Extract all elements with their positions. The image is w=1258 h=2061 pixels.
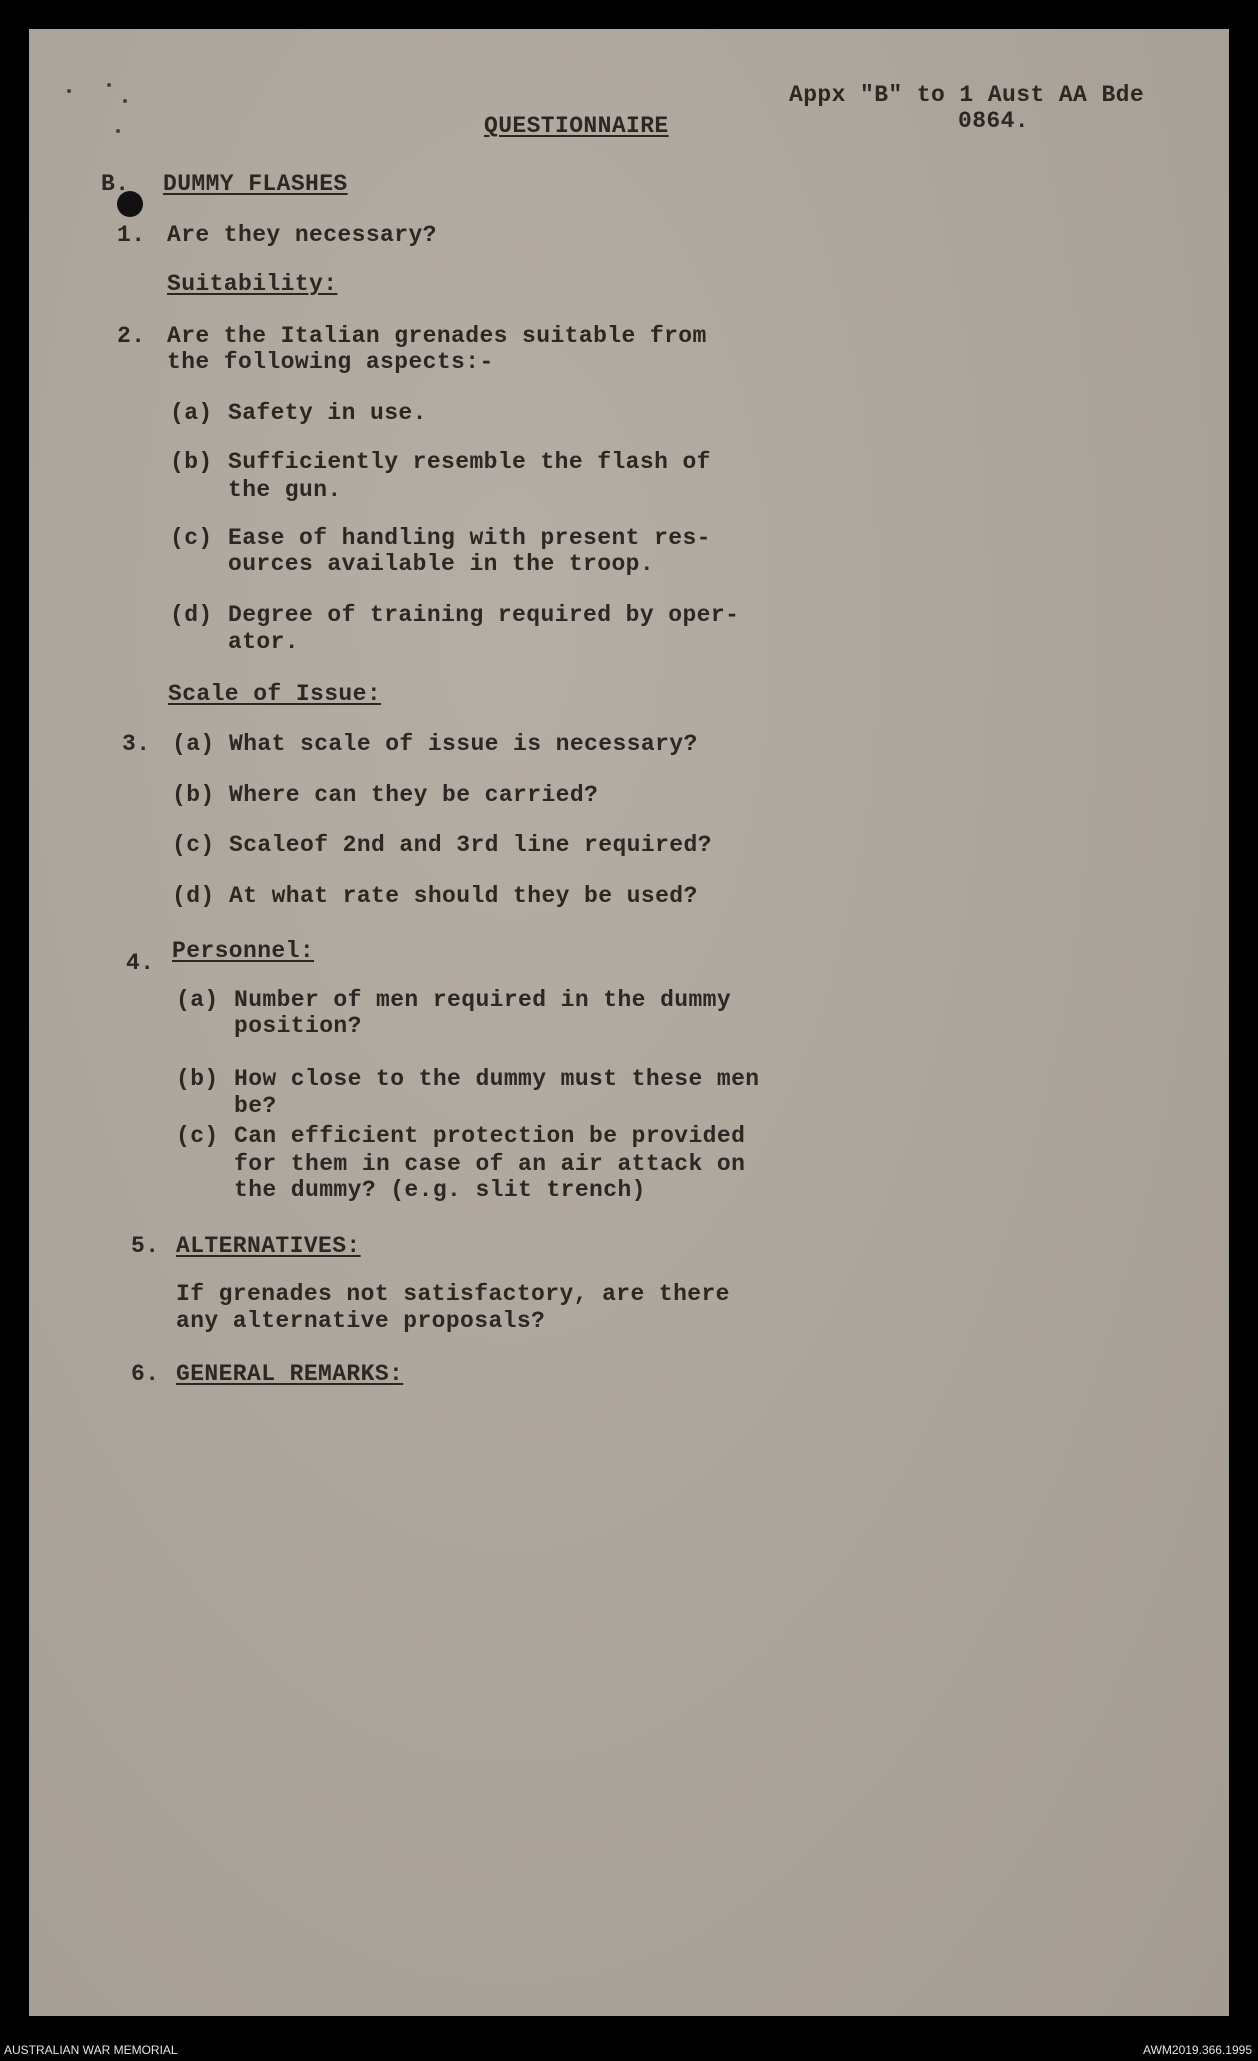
archive-footer: [0, 2016, 1258, 2061]
item-text: Number of men required in the dummy: [234, 987, 732, 1013]
item-text: What scale of issue is necessary?: [229, 731, 698, 757]
subheading-scale-of-issue: Scale of Issue:: [168, 681, 382, 707]
appendix-reference: Appx "B" to 1 Aust AA Bde: [789, 82, 1145, 108]
item-label: (c): [176, 1123, 219, 1149]
item-text: the gun.: [228, 477, 342, 503]
question-number: 4.: [126, 950, 155, 976]
page-title: QUESTIONNAIRE: [484, 113, 669, 139]
question-text: Are they necessary?: [167, 222, 437, 248]
question-text: the following aspects:-: [167, 349, 494, 375]
section-letter: B.: [101, 171, 130, 197]
question-number: 5.: [131, 1233, 160, 1259]
item-text: At what rate should they be used?: [229, 883, 698, 909]
item-text: Sufficiently resemble the flash of: [228, 449, 711, 475]
item-text: Can efficient protection be provided: [234, 1123, 746, 1149]
archive-name: AUSTRALIAN WAR MEMORIAL: [4, 2043, 178, 2057]
item-text: for them in case of an air attack on: [234, 1151, 746, 1177]
item-label: (b): [170, 449, 213, 475]
item-text: Safety in use.: [228, 400, 427, 426]
item-text: Where can they be carried?: [229, 782, 599, 808]
item-label: (b): [172, 782, 215, 808]
subheading-personnel: Personnel:: [172, 938, 315, 964]
item-text: ator.: [228, 629, 300, 655]
item-text: be?: [234, 1093, 277, 1119]
paper-speck: [123, 99, 127, 103]
item-label: (c): [172, 832, 215, 858]
question-number: 1.: [117, 222, 146, 248]
item-label: (d): [170, 602, 213, 628]
question-number: 3.: [122, 731, 151, 757]
paper-speck: [107, 83, 111, 87]
item-label: (b): [176, 1066, 219, 1092]
item-text: the dummy? (e.g. slit trench): [234, 1177, 646, 1203]
paper-speck: [67, 89, 71, 93]
item-text: position?: [234, 1013, 362, 1039]
subheading-suitability: Suitability:: [167, 271, 338, 297]
question-text: Are the Italian grenades suitable from: [167, 323, 707, 349]
item-label: (d): [172, 883, 215, 909]
subheading-general-remarks: GENERAL REMARKS:: [176, 1361, 404, 1387]
question-text: any alternative proposals?: [176, 1308, 546, 1334]
item-text: ources available in the troop.: [228, 551, 655, 577]
item-text: Ease of handling with present res-: [228, 525, 711, 551]
question-number: 2.: [117, 323, 146, 349]
item-label: (a): [170, 400, 213, 426]
archive-reference: AWM2019.366.1995: [1143, 2043, 1252, 2057]
item-text: Degree of training required by oper-: [228, 602, 740, 628]
item-label: (a): [172, 731, 215, 757]
item-label: (c): [170, 525, 213, 551]
section-title: DUMMY FLASHES: [163, 171, 348, 197]
item-text: Scaleof 2nd and 3rd line required?: [229, 832, 712, 858]
file-number: 0864.: [958, 108, 1030, 134]
question-text: If grenades not satisfactory, are there: [176, 1281, 730, 1307]
item-label: (a): [176, 987, 219, 1013]
subheading-alternatives: ALTERNATIVES:: [176, 1233, 361, 1259]
paper-speck: [116, 129, 120, 133]
item-text: How close to the dummy must these men: [234, 1066, 760, 1092]
question-number: 6.: [131, 1361, 160, 1387]
